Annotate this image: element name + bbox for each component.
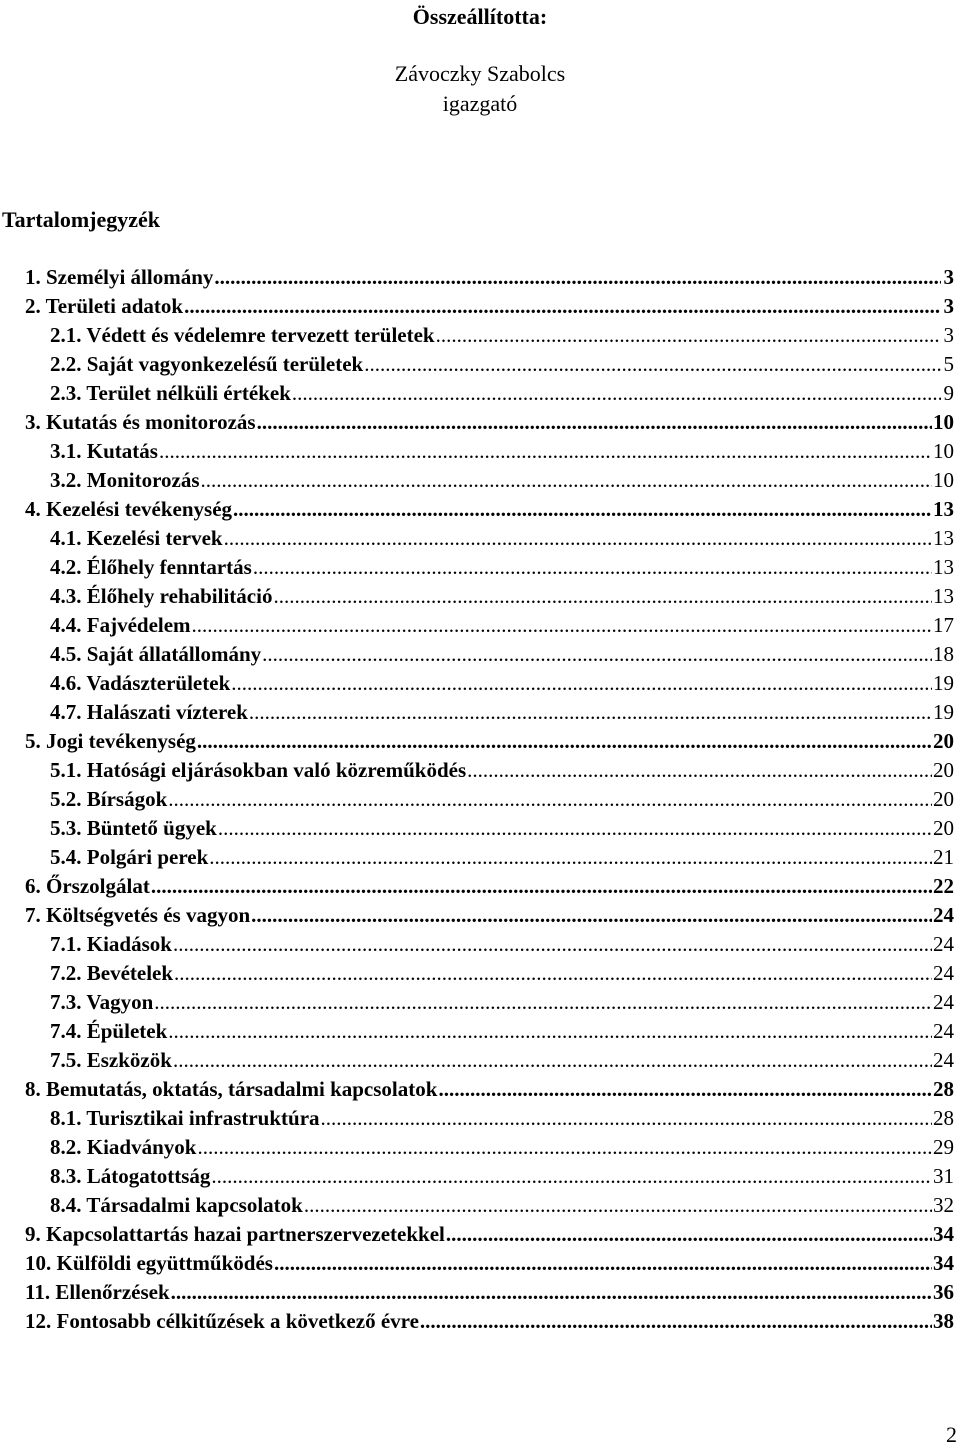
toc-leader-dots [438, 1075, 932, 1104]
toc-leader-dots [171, 1278, 932, 1307]
toc-entry-label: 4.3. Élőhely rehabilitáció [50, 584, 273, 608]
toc-entry-page: 13 [933, 584, 954, 608]
toc-entry-label: 7. Költségvetés és vagyon [25, 903, 251, 927]
toc-entry-page: 20 [933, 758, 954, 782]
page-number: 2 [946, 1422, 957, 1447]
toc-entry-label: 2.1. Védett és védelemre tervezett területek [50, 323, 435, 347]
toc-entry-label: 7.5. Eszközök [50, 1048, 172, 1072]
toc-entry-page: 17 [933, 613, 954, 637]
toc-entry-label: 5. Jogi tevékenység [25, 729, 196, 753]
toc-leader-dots [273, 582, 932, 611]
toc-entry-page: 34 [933, 1251, 954, 1275]
toc-entry[interactable] [25, 437, 954, 466]
toc-entry-label: 4.7. Halászati vízterek [50, 700, 248, 724]
toc-entry[interactable] [25, 930, 954, 959]
toc-leader-dots [257, 408, 932, 437]
toc-entry[interactable] [25, 698, 954, 727]
toc-entry[interactable] [25, 350, 954, 379]
toc-entry[interactable] [25, 1278, 954, 1307]
author-block [0, 59, 960, 119]
toc-entry[interactable] [25, 872, 954, 901]
toc-entry-page: 19 [933, 671, 954, 695]
toc-leader-dots [173, 930, 932, 959]
toc-entry[interactable] [25, 1220, 954, 1249]
toc-leader-dots [168, 785, 932, 814]
toc-entry-label: 10. Külföldi együttműködés [25, 1251, 273, 1275]
compiled-by-label: Összeállította: [412, 4, 548, 29]
toc-entry-page: 10 [933, 410, 954, 434]
toc-entry-label: 2.2. Saját vagyonkezelésű területek [50, 352, 364, 376]
toc-entry-page: 24 [933, 961, 954, 985]
toc-entry[interactable] [25, 524, 954, 553]
toc-entry[interactable] [25, 1075, 954, 1104]
toc-entry-page: 24 [933, 1048, 954, 1072]
toc-entry-page: 3 [943, 323, 954, 347]
toc-entry-page: 28 [933, 1106, 954, 1130]
toc-entry[interactable] [25, 1133, 954, 1162]
toc-entry-page: 13 [933, 555, 954, 579]
toc-entry[interactable] [25, 495, 954, 524]
toc-leader-dots [218, 814, 932, 843]
toc-entry-label: 2.3. Terület nélküli értékek [50, 381, 291, 405]
toc-leader-dots [446, 1220, 932, 1249]
toc-entry[interactable] [25, 756, 954, 785]
toc-entry[interactable] [25, 379, 954, 408]
toc-entry[interactable] [25, 640, 954, 669]
toc-entry[interactable] [25, 321, 954, 350]
toc-entry[interactable] [25, 553, 954, 582]
toc-entry-label: 3. Kutatás és monitorozás [25, 410, 256, 434]
toc-entry-page: 22 [933, 874, 954, 898]
toc-entry-page: 20 [933, 729, 954, 753]
toc-entry-label: 7.1. Kiadások [50, 932, 172, 956]
toc-leader-dots [292, 379, 941, 408]
toc-entry[interactable] [25, 1307, 954, 1336]
toc-entry-page: 3 [943, 294, 954, 318]
toc-leader-dots [274, 1249, 932, 1278]
toc-entry-page: 9 [943, 381, 954, 405]
toc-entry-page: 5 [943, 352, 954, 376]
toc-entry-page: 38 [933, 1309, 954, 1333]
toc-entry-label: 7.4. Épületek [50, 1019, 168, 1043]
toc-leader-dots [151, 872, 932, 901]
toc-leader-dots [467, 756, 932, 785]
toc-entry[interactable] [25, 1104, 954, 1133]
toc-entry[interactable] [25, 1191, 954, 1220]
toc-entry-label: 12. Fontosabb célkitűzések a következő évre [25, 1309, 419, 1333]
toc-leader-dots [262, 640, 932, 669]
toc-entry-page: 10 [933, 439, 954, 463]
toc-leader-dots [253, 553, 932, 582]
toc-entry-label: 1. Személyi állomány [25, 265, 214, 289]
toc-entry-page: 24 [933, 990, 954, 1014]
toc-entry-page: 36 [933, 1280, 954, 1304]
toc-entry[interactable] [25, 959, 954, 988]
toc-entry[interactable] [25, 901, 954, 930]
toc-leader-dots [304, 1191, 932, 1220]
toc-leader-dots [174, 959, 932, 988]
toc-leader-dots [173, 1046, 932, 1075]
toc-entry[interactable] [25, 1017, 954, 1046]
toc-leader-dots [192, 611, 932, 640]
toc-entry-label: 8.4. Társadalmi kapcsolatok [50, 1193, 303, 1217]
toc-entry[interactable] [25, 263, 954, 292]
toc-leader-dots [184, 292, 941, 321]
toc-leader-dots [154, 988, 932, 1017]
toc-entry-label: 9. Kapcsolattartás hazai partnerszervezetekkel [25, 1222, 445, 1246]
toc-leader-dots [251, 901, 932, 930]
toc-entry-label: 4. Kezelési tevékenység [25, 497, 233, 521]
toc-entry[interactable] [25, 1249, 954, 1278]
toc-leader-dots [420, 1307, 932, 1336]
toc-leader-dots [249, 698, 932, 727]
toc-entry[interactable] [25, 582, 954, 611]
toc-entry-label: 5.2. Bírságok [50, 787, 168, 811]
toc-entry-label: 3.2. Monitorozás [50, 468, 200, 492]
toc-entry-label: 3.1. Kutatás [50, 439, 158, 463]
toc-entry-label: 8.2. Kiadványok [50, 1135, 197, 1159]
toc-entry[interactable] [25, 292, 954, 321]
toc-leader-dots [201, 466, 932, 495]
toc-entry[interactable] [25, 669, 954, 698]
toc-entry-label: 6. Őrszolgálat [25, 874, 150, 898]
toc-entry-page: 13 [933, 526, 954, 550]
toc-leader-dots [233, 495, 932, 524]
toc-leader-dots [214, 263, 941, 292]
toc-entry-label: 8.1. Turisztikai infrastruktúra [50, 1106, 320, 1130]
toc-entry-page: 19 [933, 700, 954, 724]
toc-leader-dots [168, 1017, 932, 1046]
toc-entry[interactable] [25, 1046, 954, 1075]
toc-entry-page: 18 [933, 642, 954, 666]
toc-entry-label: 5.4. Polgári perek [50, 845, 209, 869]
toc-entry-page: 24 [933, 932, 954, 956]
toc-entry-label: 4.6. Vadászterületek [50, 671, 231, 695]
toc-entry-label: 4.4. Fajvédelem [50, 613, 191, 637]
toc-entry-label: 4.1. Kezelési tervek [50, 526, 223, 550]
toc-entry-page: 28 [933, 1077, 954, 1101]
toc-entry-page: 34 [933, 1222, 954, 1246]
toc-entry-page: 10 [933, 468, 954, 492]
toc-leader-dots [197, 727, 932, 756]
toc-entry-page: 32 [933, 1193, 954, 1217]
toc-entry[interactable] [25, 785, 954, 814]
toc-leader-dots [197, 1133, 932, 1162]
toc-leader-dots [321, 1104, 932, 1133]
author-name: Závoczky Szabolcs [394, 61, 566, 86]
toc-entry[interactable] [25, 727, 954, 756]
toc-heading: Tartalomjegyzék [2, 207, 161, 232]
toc-leader-dots [364, 350, 941, 379]
toc-entry[interactable] [25, 843, 954, 872]
toc-entry-page: 20 [933, 787, 954, 811]
toc-entry-label: 5.3. Büntető ügyek [50, 816, 217, 840]
toc-leader-dots [209, 843, 932, 872]
toc-leader-dots [211, 1162, 932, 1191]
toc-entry-label: 4.5. Saját állatállomány [50, 642, 262, 666]
toc-entry-label: 2. Területi adatok [25, 294, 184, 318]
toc-entry-label: 7.2. Bevételek [50, 961, 174, 985]
toc-leader-dots [436, 321, 941, 350]
toc-entry-label: 11. Ellenőrzések [25, 1280, 170, 1304]
toc-entry-page: 24 [933, 903, 954, 927]
author-title: igazgató [442, 91, 518, 116]
toc-entry-label: 7.3. Vagyon [50, 990, 154, 1014]
toc-entry-page: 20 [933, 816, 954, 840]
toc-leader-dots [159, 437, 932, 466]
toc-entry-page: 13 [933, 497, 954, 521]
toc-entry[interactable] [25, 1162, 954, 1191]
table-of-contents [25, 263, 954, 1336]
toc-entry-label: 8.3. Látogatottság [50, 1164, 211, 1188]
toc-entry[interactable] [25, 988, 954, 1017]
toc-leader-dots [231, 669, 932, 698]
toc-entry-page: 29 [933, 1135, 954, 1159]
toc-entry-label: 4.2. Élőhely fenntartás [50, 555, 252, 579]
toc-entry-page: 21 [933, 845, 954, 869]
toc-entry[interactable] [25, 611, 954, 640]
toc-entry[interactable] [25, 814, 954, 843]
toc-entry[interactable] [25, 466, 954, 495]
toc-entry[interactable] [25, 408, 954, 437]
toc-entry-page: 24 [933, 1019, 954, 1043]
toc-entry-label: 5.1. Hatósági eljárásokban való közreműködés [50, 758, 467, 782]
toc-entry-label: 8. Bemutatás, oktatás, társadalmi kapcsolatok [25, 1077, 438, 1101]
toc-entry-page: 3 [943, 265, 954, 289]
toc-entry-page: 31 [933, 1164, 954, 1188]
toc-leader-dots [224, 524, 932, 553]
